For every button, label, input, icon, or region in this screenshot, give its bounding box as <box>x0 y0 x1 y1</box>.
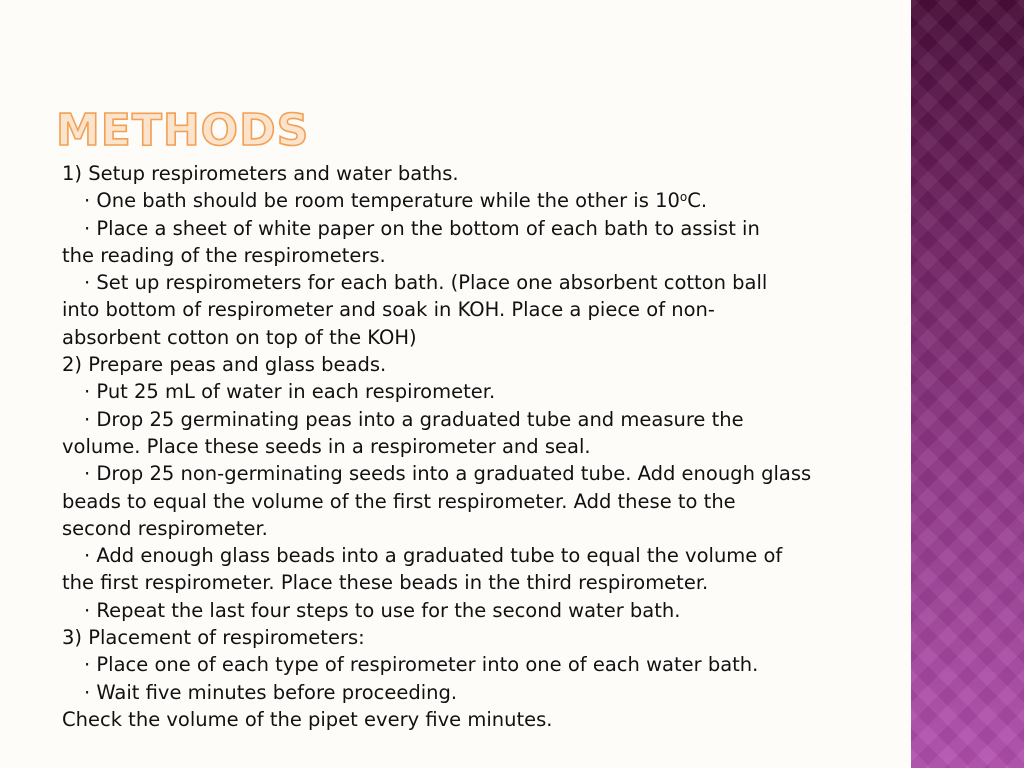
step-3-bullet-2: · Wait five minutes before proceeding. <box>84 680 458 704</box>
closing-line: Check the volume of the pipet every five minutes. <box>62 707 553 731</box>
step-1-bullet-3: · Set up respirometers for each bath. (Place one absorbent cotton ball <box>84 271 768 295</box>
step-2-bullet-3: · Drop 25 non-germinating seeds into a graduated tube. Add enough glass <box>84 462 812 486</box>
step-2-bullet-2: · Drop 25 germinating peas into a graduated tube and measure the <box>84 407 744 431</box>
step-2-bullet-5: · Repeat the last four steps to use for the second water bath. <box>84 598 681 622</box>
step-3-bullet-1: · Place one of each type of respirometer into one of each water bath. <box>84 653 759 677</box>
step-2-bullet-3-cont: beads to equal the volume of the first respirometer. Add these to the <box>62 489 736 513</box>
step-1-bullet-2: · Place a sheet of white paper on the bottom of each bath to assist in <box>84 216 760 240</box>
step-1-bullet-1: · One bath should be room temperature while the other is 10$^o$C. <box>84 189 708 213</box>
step-2-heading: 2) Prepare peas and glass beads. <box>62 353 387 377</box>
step-2-bullet-3-cont: second respirometer. <box>62 516 268 540</box>
step-2-bullet-4-cont: the first respirometer. Place these beads in the third respirometer. <box>62 571 709 595</box>
step-2-bullet-4: · Add enough glass beads into a graduated tube to equal the volume of <box>84 544 783 568</box>
decorative-side-panel <box>911 0 1024 768</box>
methods-body <box>62 160 852 733</box>
slide-title: METHODS <box>56 105 310 156</box>
step-3-heading: 3) Placement of respirometers: <box>62 626 365 650</box>
step-1-bullet-3-cont: into bottom of respirometer and soak in KOH. Place a piece of non- <box>62 298 715 322</box>
step-2-bullet-1: · Put 25 mL of water in each respirometer. <box>84 380 496 404</box>
step-2-bullet-2-cont: volume. Place these seeds in a respirometer and seal. <box>62 434 591 458</box>
step-1-bullet-3-cont: absorbent cotton on top of the KOH) <box>62 325 417 349</box>
step-1-heading: 1) Setup respirometers and water baths. <box>62 162 459 185</box>
step-1-bullet-2-cont: the reading of the respirometers. <box>62 243 386 267</box>
